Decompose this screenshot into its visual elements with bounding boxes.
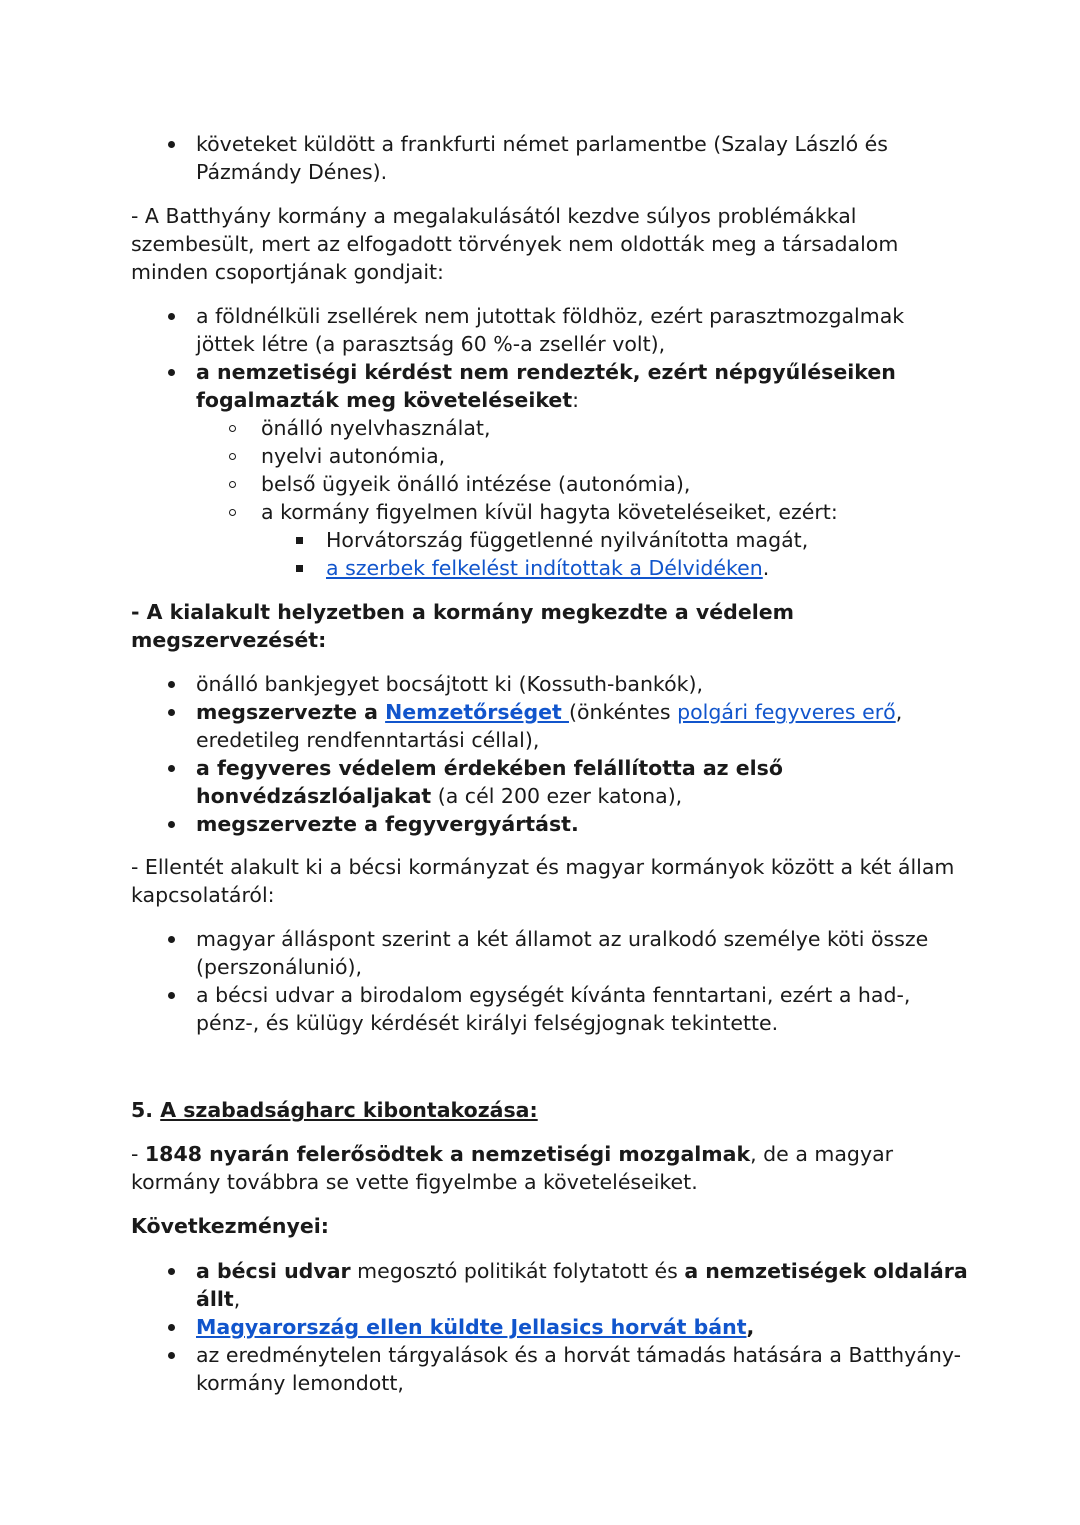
- bullet: [168, 821, 175, 828]
- circle-bullet: [229, 509, 236, 516]
- link-szerb-felkeles[interactable]: a szerbek felkelést indítottak a Délvidéken: [326, 556, 763, 580]
- bullet: [168, 1268, 175, 1275]
- bullet: [168, 765, 175, 772]
- section-heading: [131, 1096, 538, 1124]
- list-item: a földnélküli zsellérek nem jutottak földhöz, ezért parasztmozgalmak: [196, 304, 905, 328]
- list-item: jöttek létre (a parasztság 60 %-a zsellér volt),: [196, 332, 666, 356]
- list-item: [196, 1313, 754, 1341]
- text: (önkéntes: [568, 700, 678, 724]
- list-item: [196, 386, 579, 414]
- list-item: [196, 698, 902, 726]
- bullet: [168, 313, 175, 320]
- text: .: [762, 556, 770, 580]
- sub-list-item: belső ügyeik önálló intézése (autonómia),: [261, 472, 691, 496]
- paragraph-line: - A Batthyány kormány a megalakulásától kezdve súlyos problémákkal: [131, 204, 857, 228]
- paragraph-line: minden csoportjának gondjait:: [131, 260, 444, 284]
- bullet: [168, 1324, 175, 1331]
- square-bullet: [296, 565, 303, 572]
- text-line: Pázmándy Dénes).: [196, 160, 388, 184]
- sub-list-item: nyelvi autonómia,: [261, 444, 446, 468]
- square-bullet: [296, 537, 303, 544]
- list-item: eredetileg rendfenntartási céllal),: [196, 728, 540, 752]
- circle-bullet: [229, 453, 236, 460]
- bullet: [168, 992, 175, 999]
- circle-bullet: [229, 481, 236, 488]
- list-item: önálló bankjegyet bocsájtott ki (Kossuth-bankók),: [196, 672, 704, 696]
- list-item: (perszonálunió),: [196, 955, 363, 979]
- bullet: [168, 369, 175, 376]
- text-line: követeket küldött a frankfurti német parlamentbe (Szalay László és: [196, 132, 888, 156]
- list-item: megszervezte a fegyvergyártást.: [196, 812, 579, 836]
- text: ,: [895, 700, 903, 724]
- link-jellasics[interactable]: Magyarország ellen küldte Jellasics horvát bánt: [196, 1315, 747, 1339]
- paragraph-line: - Ellentét alakult ki a bécsi kormányzat és magyar kormányok között a két állam: [131, 855, 955, 879]
- subheading: Következményei:: [131, 1214, 329, 1238]
- bold-text: megszervezte a: [196, 700, 386, 724]
- text: , de a magyar: [750, 1142, 894, 1166]
- paragraph-line: szembesült, mert az elfogadott törvények nem oldották meg a társadalom: [131, 232, 899, 256]
- text: megosztó politikát folytatott és: [350, 1259, 685, 1283]
- list-item: a fegyveres védelem érdekében felállította az első: [196, 756, 783, 780]
- bold-text: a nemzetiségek oldalára: [684, 1259, 968, 1283]
- text: -: [131, 1142, 145, 1166]
- text: ,: [233, 1287, 241, 1311]
- list-item: [196, 782, 682, 810]
- list-item: az eredménytelen tárgyalások és a horvát támadás hatására a Batthyány-: [196, 1343, 962, 1367]
- bullet: [168, 1352, 175, 1359]
- list-item: a bécsi udvar a birodalom egységét kívánta fenntartani, ezért a had-,: [196, 983, 911, 1007]
- bullet: [168, 141, 175, 148]
- bold-text: honvédzászlóaljakat: [196, 784, 432, 808]
- section-number: 5.: [131, 1098, 161, 1122]
- text: ,: [746, 1315, 755, 1339]
- sub-sub-list-item: Horvátország függetlenné nyilvánította magát,: [326, 528, 809, 552]
- paragraph-line: kormány továbbra se vette figyelmbe a követeléseiket.: [131, 1170, 698, 1194]
- bullet: [168, 681, 175, 688]
- bullet: [168, 709, 175, 716]
- sub-list-item: a kormány figyelmen kívül hagyta követeléseiket, ezért:: [261, 500, 838, 524]
- bold-text: fogalmazták meg követeléseiket: [196, 388, 573, 412]
- list-item: [196, 1257, 968, 1285]
- link-nemzetorseg[interactable]: Nemzetőrséget: [385, 700, 569, 724]
- sub-sub-list-item: [326, 554, 769, 582]
- bold-text: állt: [196, 1287, 234, 1311]
- list-item: [196, 1285, 240, 1313]
- bullet: [168, 936, 175, 943]
- bold-text: a bécsi udvar: [196, 1259, 351, 1283]
- bold-text: 1848 nyarán felerősödtek a nemzetiségi mozgalmak: [144, 1142, 751, 1166]
- list-item: kormány lemondott,: [196, 1371, 404, 1395]
- text: (a cél 200 ezer katona),: [431, 784, 683, 808]
- link-polgari-fegyveres-ero[interactable]: polgári fegyveres erő: [677, 700, 896, 724]
- list-item: magyar álláspont szerint a két államot az uralkodó személye köti össze: [196, 927, 929, 951]
- paragraph-line: kapcsolatáról:: [131, 883, 275, 907]
- paragraph-line: [131, 1140, 893, 1168]
- bold-paragraph-line: megszervezését:: [131, 628, 327, 652]
- circle-bullet: [229, 425, 236, 432]
- sub-list-item: önálló nyelvhasználat,: [261, 416, 491, 440]
- section-title: A szabadságharc kibontakozása:: [160, 1098, 538, 1122]
- bold-paragraph-line: - A kialakult helyzetben a kormány megkezdte a védelem: [131, 600, 795, 624]
- list-item: pénz-, és külügy kérdését királyi felségjognak tekintette.: [196, 1011, 779, 1035]
- text: :: [572, 388, 580, 412]
- list-item: a nemzetiségi kérdést nem rendezték, ezért népgyűléseiken: [196, 360, 896, 384]
